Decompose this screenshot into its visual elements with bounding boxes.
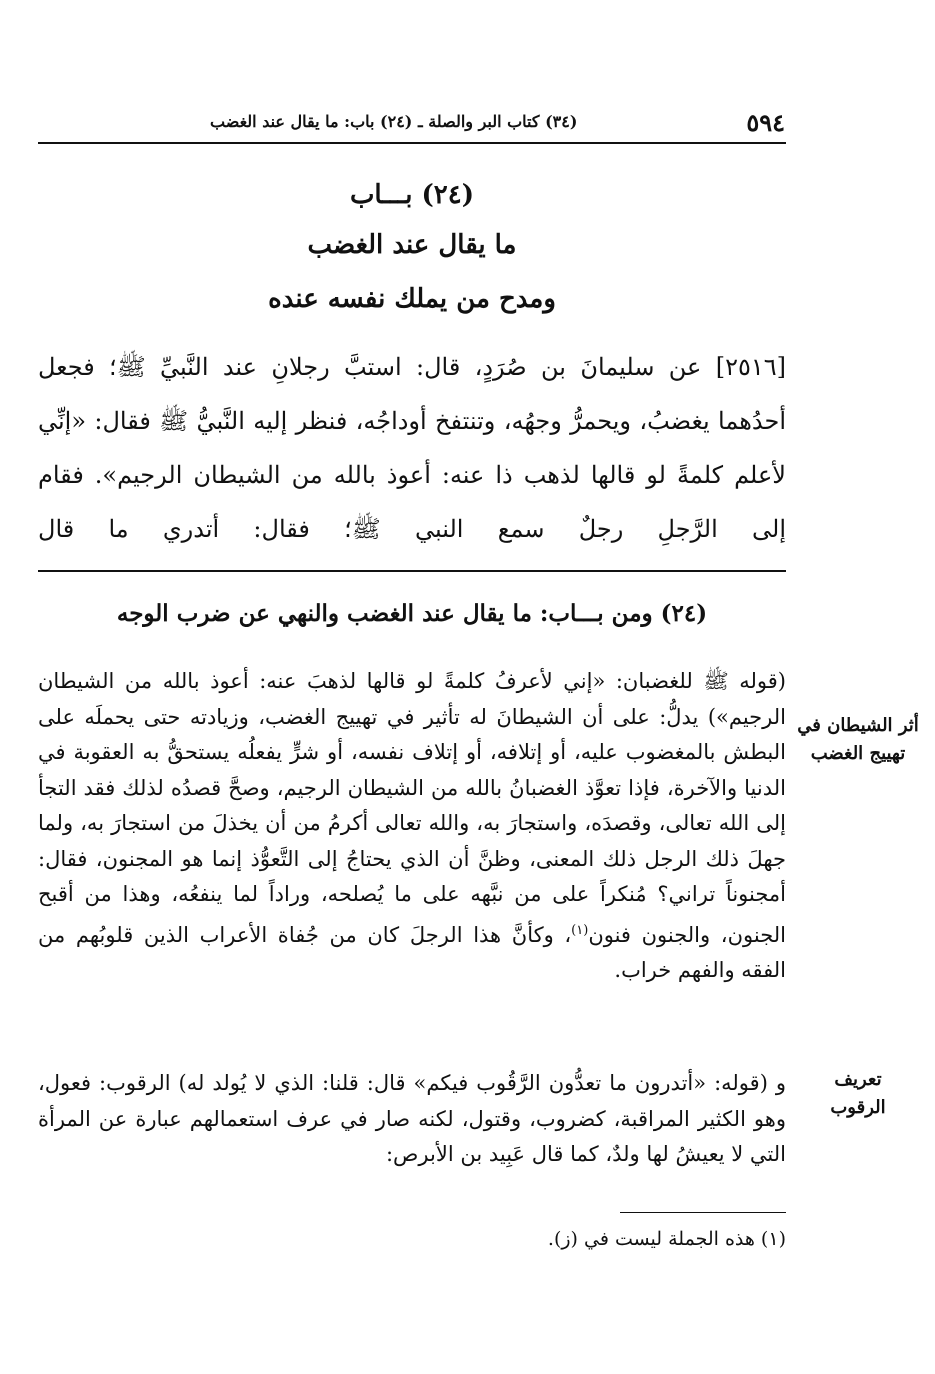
margin-note-line: تعريف [834, 1069, 882, 1090]
chapter-subtitle: ومدح من يملك نفسه عنده [268, 284, 556, 314]
section-divider [38, 570, 786, 572]
margin-note-shaytan [793, 712, 923, 768]
footnote: (١) هذه الجملة ليست في (ز). [547, 1228, 786, 1250]
hadith-text: [٢٥١٦] عن سليمانَ بن صُرَدٍ، قال: استبَّ رجلانِ عند النَّبيِّ ﷺ؛ فجعل أحدُهما يغضبُ، ويحمرُّ وجهُه، وتنتفخ أوداجُه، فنظر إليه النَّبيُّ ﷺ فقال: «إنِّي لأعلم كلمةً لو قالها لذهب ذا عنه: أعوذ بالله من الشيطان الرجيم». فقام إلى الرَّجلِ رجلٌ سمع النبي ﷺ؛ فقال: أتدري ما قال [38, 353, 787, 543]
margin-note-line: الرقوب [830, 1097, 886, 1118]
footnote-divider [620, 1212, 786, 1213]
header-divider [38, 142, 786, 144]
page-number: ٥٩٤ [746, 108, 785, 137]
commentary-paragraph-1 [38, 664, 786, 989]
margin-note-line: تهييج الغضب [810, 743, 906, 764]
page-header [38, 108, 785, 142]
margin-note-line: أثر الشيطان في [797, 715, 919, 736]
footnote-reference: (١) [571, 922, 589, 938]
chapter-title: ما يقال عند الغضب [307, 230, 517, 260]
commentary-text: (قوله ﷺ للغضبان: «إني لأعرفُ كلمةً لو قالها لذهبَ عنه: أعوذ بالله من الشيطان الرجيم») يدلُّ: على أن الشيطانَ له تأثير في تهييج الغضب، وزيادته حتى يحملَه على البطش بالمغضوب عليه، أو إتلافه، أو إتلاف نفسه، أو شرٍّ يفعلُه يستحقُّ به العقوبة في الدنيا والآخرة، فإذا تعوَّذ الغضبانُ بالله من الشيطان الرجيم، وصحَّ قصدُه لذلك فقد التجأ إلى الله تعالى، وقصدَه، واستجارَ به، والله تعالى أكرمُ من أن يخذلَ من استجارَ به، ولما جهلَ ذلك الرجل ذلك المعنى، وظنَّ أن الذي يحتاجُ إلى التَّعوُّذ إنما هو المجنون، فقال: أمجنوناً تراني؟ مُنكراً على من نبَّهه على ما يُصلحه، وراداً لما ينفعُه، وهذا من أقبح الجنون، والجنون فنون [38, 669, 786, 947]
commentary-paragraph-2 [38, 1066, 786, 1173]
margin-note-raqub [793, 1066, 923, 1122]
commentary-text: و (قوله: «أتدرون ما تعدُّون الرَّقُوب فيكم» قال: قلنا: الذي لا يُولد له) الرقوب: فعول، وهو الكثير المراقبة، كضروب، وقتول، لكنه صار في عرف استعمالهم عبارة عن المرأة التي لا يعيشُ لها ولدٌ، كما قال عَبِيد بن الأبرص: [38, 1071, 786, 1166]
hadith-text-block [38, 340, 786, 556]
running-head: (٣٤) كتاب البر والصلة ـ (٢٤) باب: ما يقال عند الغضب [210, 112, 578, 131]
chapter-number: (٢٤) بـــاب [349, 180, 475, 210]
commentary-title: (٢٤) ومن بـــاب: ما يقال عند الغضب والنهي عن ضرب الوجه [116, 600, 708, 627]
commentary-text-end: ، وكأنَّ هذا الرجلَ كان من جُفاة الأعراب الذين قلوبُهم من الفقه والفهم خراب. [38, 922, 786, 982]
